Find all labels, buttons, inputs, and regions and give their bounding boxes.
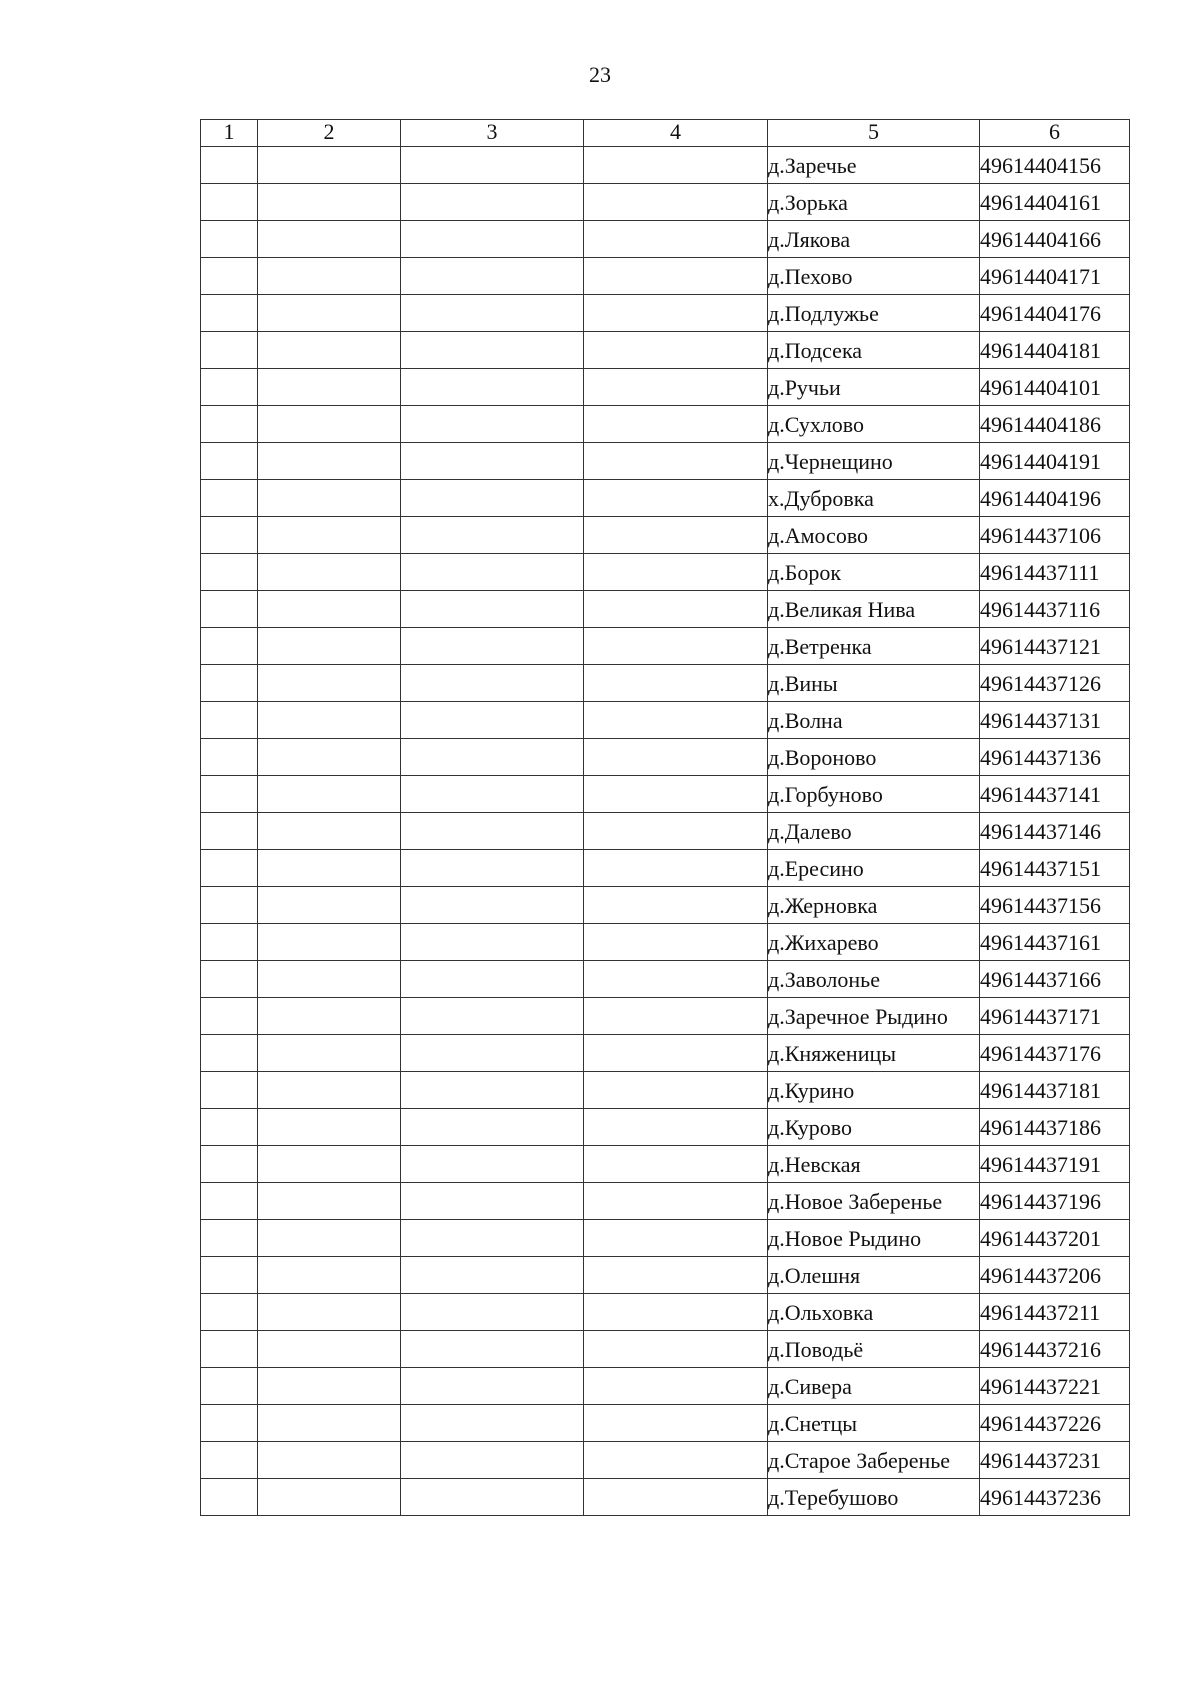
empty-cell-col-1	[201, 665, 258, 702]
empty-cell-col-2	[258, 813, 401, 850]
empty-cell-col-2	[258, 221, 401, 258]
oktmo-code-cell: 49614437111	[980, 554, 1130, 591]
empty-cell-col-2	[258, 1368, 401, 1405]
table-row	[201, 443, 1130, 480]
empty-cell-col-2	[258, 1072, 401, 1109]
empty-cell-col-1	[201, 554, 258, 591]
empty-cell-col-2	[258, 924, 401, 961]
settlement-name-cell: д.Пехово	[768, 258, 980, 295]
empty-cell-col-2	[258, 258, 401, 295]
settlement-name-cell: д.Вины	[768, 665, 980, 702]
empty-cell-col-4	[584, 221, 768, 258]
table-row	[201, 221, 1130, 258]
settlement-name-cell: д.Новое Рыдино	[768, 1220, 980, 1257]
oktmo-code-cell: 49614437181	[980, 1072, 1130, 1109]
oktmo-code-cell: 49614404156	[980, 147, 1130, 184]
column-header-6: 6	[980, 120, 1130, 147]
empty-cell-col-4	[584, 739, 768, 776]
empty-cell-col-2	[258, 665, 401, 702]
table-row	[201, 1035, 1130, 1072]
empty-cell-col-1	[201, 1368, 258, 1405]
empty-cell-col-3	[401, 628, 584, 665]
empty-cell-col-3	[401, 665, 584, 702]
empty-cell-col-1	[201, 961, 258, 998]
empty-cell-col-3	[401, 369, 584, 406]
settlement-name-cell: х.Дубровка	[768, 480, 980, 517]
empty-cell-col-1	[201, 1442, 258, 1479]
empty-cell-col-1	[201, 517, 258, 554]
settlement-name-cell: д.Поводьё	[768, 1331, 980, 1368]
table-body	[201, 147, 1130, 1516]
empty-cell-col-4	[584, 369, 768, 406]
settlement-name-cell: д.Ольховка	[768, 1294, 980, 1331]
oktmo-code-cell: 49614437141	[980, 776, 1130, 813]
empty-cell-col-4	[584, 1035, 768, 1072]
empty-cell-col-1	[201, 702, 258, 739]
oktmo-code-cell: 49614437166	[980, 961, 1130, 998]
empty-cell-col-4	[584, 887, 768, 924]
empty-cell-col-1	[201, 776, 258, 813]
empty-cell-col-3	[401, 221, 584, 258]
empty-cell-col-2	[258, 961, 401, 998]
settlement-name-cell: д.Сухлово	[768, 406, 980, 443]
settlement-name-cell: д.Горбуново	[768, 776, 980, 813]
table-row	[201, 1146, 1130, 1183]
column-header-3: 3	[401, 120, 584, 147]
empty-cell-col-3	[401, 813, 584, 850]
empty-cell-col-4	[584, 480, 768, 517]
table-row	[201, 1220, 1130, 1257]
empty-cell-col-4	[584, 776, 768, 813]
table-row	[201, 591, 1130, 628]
empty-cell-col-2	[258, 184, 401, 221]
oktmo-code-cell: 49614404196	[980, 480, 1130, 517]
table-row	[201, 813, 1130, 850]
settlement-name-cell: д.Курово	[768, 1109, 980, 1146]
table-row	[201, 998, 1130, 1035]
column-header-4: 4	[584, 120, 768, 147]
table-row	[201, 1368, 1130, 1405]
empty-cell-col-4	[584, 628, 768, 665]
empty-cell-col-3	[401, 1405, 584, 1442]
empty-cell-col-3	[401, 1183, 584, 1220]
oktmo-code-cell: 49614437156	[980, 887, 1130, 924]
settlement-name-cell: д.Теребушово	[768, 1479, 980, 1516]
settlement-name-cell: д.Лякова	[768, 221, 980, 258]
settlement-name-cell: д.Сивера	[768, 1368, 980, 1405]
empty-cell-col-2	[258, 1294, 401, 1331]
empty-cell-col-1	[201, 924, 258, 961]
empty-cell-col-3	[401, 480, 584, 517]
empty-cell-col-3	[401, 1331, 584, 1368]
empty-cell-col-4	[584, 147, 768, 184]
empty-cell-col-2	[258, 1405, 401, 1442]
empty-cell-col-3	[401, 776, 584, 813]
empty-cell-col-4	[584, 591, 768, 628]
oktmo-code-cell: 49614404181	[980, 332, 1130, 369]
empty-cell-col-3	[401, 554, 584, 591]
oktmo-code-cell: 49614437191	[980, 1146, 1130, 1183]
empty-cell-col-3	[401, 924, 584, 961]
table-row	[201, 776, 1130, 813]
oktmo-code-cell: 49614404171	[980, 258, 1130, 295]
empty-cell-col-4	[584, 1368, 768, 1405]
oktmo-code-cell: 49614437221	[980, 1368, 1130, 1405]
oktmo-code-cell: 49614437236	[980, 1479, 1130, 1516]
oktmo-code-cell: 49614437131	[980, 702, 1130, 739]
settlement-name-cell: д.Великая Нива	[768, 591, 980, 628]
oktmo-code-cell: 49614437226	[980, 1405, 1130, 1442]
settlement-name-cell: д.Олешня	[768, 1257, 980, 1294]
settlement-name-cell: д.Заречное Рыдино	[768, 998, 980, 1035]
empty-cell-col-2	[258, 702, 401, 739]
table-row	[201, 628, 1130, 665]
empty-cell-col-3	[401, 998, 584, 1035]
empty-cell-col-1	[201, 850, 258, 887]
table-row	[201, 1109, 1130, 1146]
empty-cell-col-3	[401, 1220, 584, 1257]
oktmo-code-cell: 49614404101	[980, 369, 1130, 406]
empty-cell-col-2	[258, 1220, 401, 1257]
empty-cell-col-2	[258, 406, 401, 443]
oktmo-code-cell: 49614437196	[980, 1183, 1130, 1220]
oktmo-code-cell: 49614437211	[980, 1294, 1130, 1331]
empty-cell-col-4	[584, 813, 768, 850]
empty-cell-col-1	[201, 480, 258, 517]
table-row	[201, 1331, 1130, 1368]
oktmo-code-cell: 49614404191	[980, 443, 1130, 480]
empty-cell-col-1	[201, 1183, 258, 1220]
oktmo-code-cell: 49614404186	[980, 406, 1130, 443]
oktmo-code-cell: 49614437121	[980, 628, 1130, 665]
table-row	[201, 332, 1130, 369]
empty-cell-col-2	[258, 295, 401, 332]
empty-cell-col-1	[201, 332, 258, 369]
settlement-name-cell: д.Новое Заберенье	[768, 1183, 980, 1220]
settlement-name-cell: д.Ветренка	[768, 628, 980, 665]
oktmo-code-cell: 49614437116	[980, 591, 1130, 628]
empty-cell-col-4	[584, 295, 768, 332]
empty-cell-col-1	[201, 221, 258, 258]
settlement-name-cell: д.Курино	[768, 1072, 980, 1109]
empty-cell-col-4	[584, 1479, 768, 1516]
settlement-name-cell: д.Старое Заберенье	[768, 1442, 980, 1479]
empty-cell-col-3	[401, 961, 584, 998]
empty-cell-col-4	[584, 1220, 768, 1257]
empty-cell-col-3	[401, 1146, 584, 1183]
oktmo-code-cell: 49614437106	[980, 517, 1130, 554]
empty-cell-col-3	[401, 295, 584, 332]
empty-cell-col-3	[401, 1109, 584, 1146]
empty-cell-col-4	[584, 850, 768, 887]
empty-cell-col-4	[584, 1294, 768, 1331]
empty-cell-col-4	[584, 1257, 768, 1294]
oktmo-code-cell: 49614437176	[980, 1035, 1130, 1072]
empty-cell-col-2	[258, 554, 401, 591]
empty-cell-col-3	[401, 184, 584, 221]
empty-cell-col-3	[401, 850, 584, 887]
oktmo-code-cell: 49614437171	[980, 998, 1130, 1035]
column-header-2: 2	[258, 120, 401, 147]
empty-cell-col-3	[401, 1035, 584, 1072]
settlement-name-cell: д.Волна	[768, 702, 980, 739]
empty-cell-col-3	[401, 1294, 584, 1331]
empty-cell-col-4	[584, 184, 768, 221]
empty-cell-col-2	[258, 850, 401, 887]
empty-cell-col-3	[401, 332, 584, 369]
empty-cell-col-3	[401, 591, 584, 628]
settlement-name-cell: д.Амосово	[768, 517, 980, 554]
table-row	[201, 554, 1130, 591]
table-row	[201, 924, 1130, 961]
empty-cell-col-2	[258, 1183, 401, 1220]
empty-cell-col-1	[201, 998, 258, 1035]
empty-cell-col-1	[201, 591, 258, 628]
empty-cell-col-1	[201, 887, 258, 924]
table-row	[201, 1072, 1130, 1109]
oktmo-code-cell: 49614437216	[980, 1331, 1130, 1368]
oktmo-code-cell: 49614437231	[980, 1442, 1130, 1479]
empty-cell-col-2	[258, 628, 401, 665]
oktmo-code-cell: 49614404176	[980, 295, 1130, 332]
empty-cell-col-3	[401, 258, 584, 295]
empty-cell-col-2	[258, 776, 401, 813]
empty-cell-col-4	[584, 554, 768, 591]
settlement-name-cell: д.Подлужье	[768, 295, 980, 332]
empty-cell-col-2	[258, 480, 401, 517]
table-row	[201, 1294, 1130, 1331]
empty-cell-col-2	[258, 1035, 401, 1072]
empty-cell-col-1	[201, 406, 258, 443]
empty-cell-col-4	[584, 998, 768, 1035]
empty-cell-col-3	[401, 1072, 584, 1109]
empty-cell-col-2	[258, 1442, 401, 1479]
empty-cell-col-1	[201, 1331, 258, 1368]
empty-cell-col-1	[201, 369, 258, 406]
empty-cell-col-3	[401, 406, 584, 443]
table-row	[201, 1405, 1130, 1442]
table-row	[201, 850, 1130, 887]
settlement-name-cell: д.Подсека	[768, 332, 980, 369]
oktmo-code-cell: 49614404166	[980, 221, 1130, 258]
table-row	[201, 258, 1130, 295]
empty-cell-col-1	[201, 1257, 258, 1294]
oktmo-code-cell: 49614437201	[980, 1220, 1130, 1257]
empty-cell-col-2	[258, 739, 401, 776]
table-row	[201, 184, 1130, 221]
oktmo-code-cell: 49614404161	[980, 184, 1130, 221]
empty-cell-col-3	[401, 739, 584, 776]
table-row	[201, 739, 1130, 776]
table-row	[201, 665, 1130, 702]
settlement-name-cell: д.Заволонье	[768, 961, 980, 998]
empty-cell-col-1	[201, 739, 258, 776]
settlement-name-cell: д.Ручьи	[768, 369, 980, 406]
oktmo-code-cell: 49614437151	[980, 850, 1130, 887]
empty-cell-col-1	[201, 1220, 258, 1257]
settlement-name-cell: д.Снетцы	[768, 1405, 980, 1442]
empty-cell-col-1	[201, 258, 258, 295]
empty-cell-col-4	[584, 1146, 768, 1183]
settlement-name-cell: д.Жихарево	[768, 924, 980, 961]
empty-cell-col-1	[201, 295, 258, 332]
table-row	[201, 961, 1130, 998]
empty-cell-col-3	[401, 1479, 584, 1516]
empty-cell-col-2	[258, 332, 401, 369]
empty-cell-col-4	[584, 258, 768, 295]
oktmo-code-cell: 49614437126	[980, 665, 1130, 702]
page-number: 23	[589, 62, 611, 87]
empty-cell-col-1	[201, 1405, 258, 1442]
settlement-code-table	[200, 119, 1130, 1516]
oktmo-code-cell: 49614437161	[980, 924, 1130, 961]
empty-cell-col-2	[258, 147, 401, 184]
empty-cell-col-4	[584, 961, 768, 998]
empty-cell-col-1	[201, 1294, 258, 1331]
empty-cell-col-4	[584, 332, 768, 369]
settlement-name-cell: д.Невская	[768, 1146, 980, 1183]
empty-cell-col-3	[401, 702, 584, 739]
empty-cell-col-2	[258, 1257, 401, 1294]
empty-cell-col-3	[401, 1257, 584, 1294]
settlement-name-cell: д.Заречье	[768, 147, 980, 184]
empty-cell-col-2	[258, 1109, 401, 1146]
empty-cell-col-4	[584, 443, 768, 480]
oktmo-code-cell: 49614437186	[980, 1109, 1130, 1146]
empty-cell-col-2	[258, 443, 401, 480]
table-row	[201, 887, 1130, 924]
empty-cell-col-2	[258, 1479, 401, 1516]
empty-cell-col-3	[401, 887, 584, 924]
settlement-name-cell: д.Ересино	[768, 850, 980, 887]
empty-cell-col-2	[258, 591, 401, 628]
empty-cell-col-2	[258, 1146, 401, 1183]
table-row	[201, 147, 1130, 184]
settlement-name-cell: д.Жерновка	[768, 887, 980, 924]
empty-cell-col-4	[584, 517, 768, 554]
empty-cell-col-1	[201, 1146, 258, 1183]
settlement-name-cell: д.Зорька	[768, 184, 980, 221]
empty-cell-col-4	[584, 1109, 768, 1146]
header-row	[201, 120, 1130, 147]
empty-cell-col-4	[584, 1405, 768, 1442]
settlement-name-cell: д.Чернещино	[768, 443, 980, 480]
empty-cell-col-1	[201, 1072, 258, 1109]
table-row	[201, 1257, 1130, 1294]
table-row	[201, 1442, 1130, 1479]
settlement-name-cell: д.Далево	[768, 813, 980, 850]
table-row	[201, 702, 1130, 739]
empty-cell-col-4	[584, 1183, 768, 1220]
column-header-1: 1	[201, 120, 258, 147]
empty-cell-col-4	[584, 406, 768, 443]
empty-cell-col-1	[201, 443, 258, 480]
oktmo-code-cell: 49614437136	[980, 739, 1130, 776]
table-row	[201, 1183, 1130, 1220]
empty-cell-col-1	[201, 1109, 258, 1146]
empty-cell-col-3	[401, 147, 584, 184]
settlement-name-cell: д.Княженицы	[768, 1035, 980, 1072]
empty-cell-col-4	[584, 1072, 768, 1109]
column-header-5: 5	[768, 120, 980, 147]
table-row	[201, 1479, 1130, 1516]
table-row	[201, 480, 1130, 517]
empty-cell-col-2	[258, 1331, 401, 1368]
empty-cell-col-3	[401, 517, 584, 554]
table-row	[201, 369, 1130, 406]
empty-cell-col-2	[258, 517, 401, 554]
oktmo-code-cell: 49614437146	[980, 813, 1130, 850]
empty-cell-col-4	[584, 1331, 768, 1368]
empty-cell-col-4	[584, 1442, 768, 1479]
empty-cell-col-4	[584, 924, 768, 961]
empty-cell-col-1	[201, 813, 258, 850]
table-row	[201, 517, 1130, 554]
empty-cell-col-3	[401, 443, 584, 480]
empty-cell-col-2	[258, 887, 401, 924]
table-row	[201, 406, 1130, 443]
empty-cell-col-2	[258, 369, 401, 406]
settlement-name-cell: д.Борок	[768, 554, 980, 591]
empty-cell-col-1	[201, 628, 258, 665]
empty-cell-col-1	[201, 1035, 258, 1072]
empty-cell-col-4	[584, 665, 768, 702]
empty-cell-col-1	[201, 184, 258, 221]
empty-cell-col-4	[584, 702, 768, 739]
empty-cell-col-3	[401, 1442, 584, 1479]
table-row	[201, 295, 1130, 332]
empty-cell-col-2	[258, 998, 401, 1035]
settlement-name-cell: д.Вороново	[768, 739, 980, 776]
empty-cell-col-3	[401, 1368, 584, 1405]
empty-cell-col-1	[201, 147, 258, 184]
oktmo-code-cell: 49614437206	[980, 1257, 1130, 1294]
empty-cell-col-1	[201, 1479, 258, 1516]
